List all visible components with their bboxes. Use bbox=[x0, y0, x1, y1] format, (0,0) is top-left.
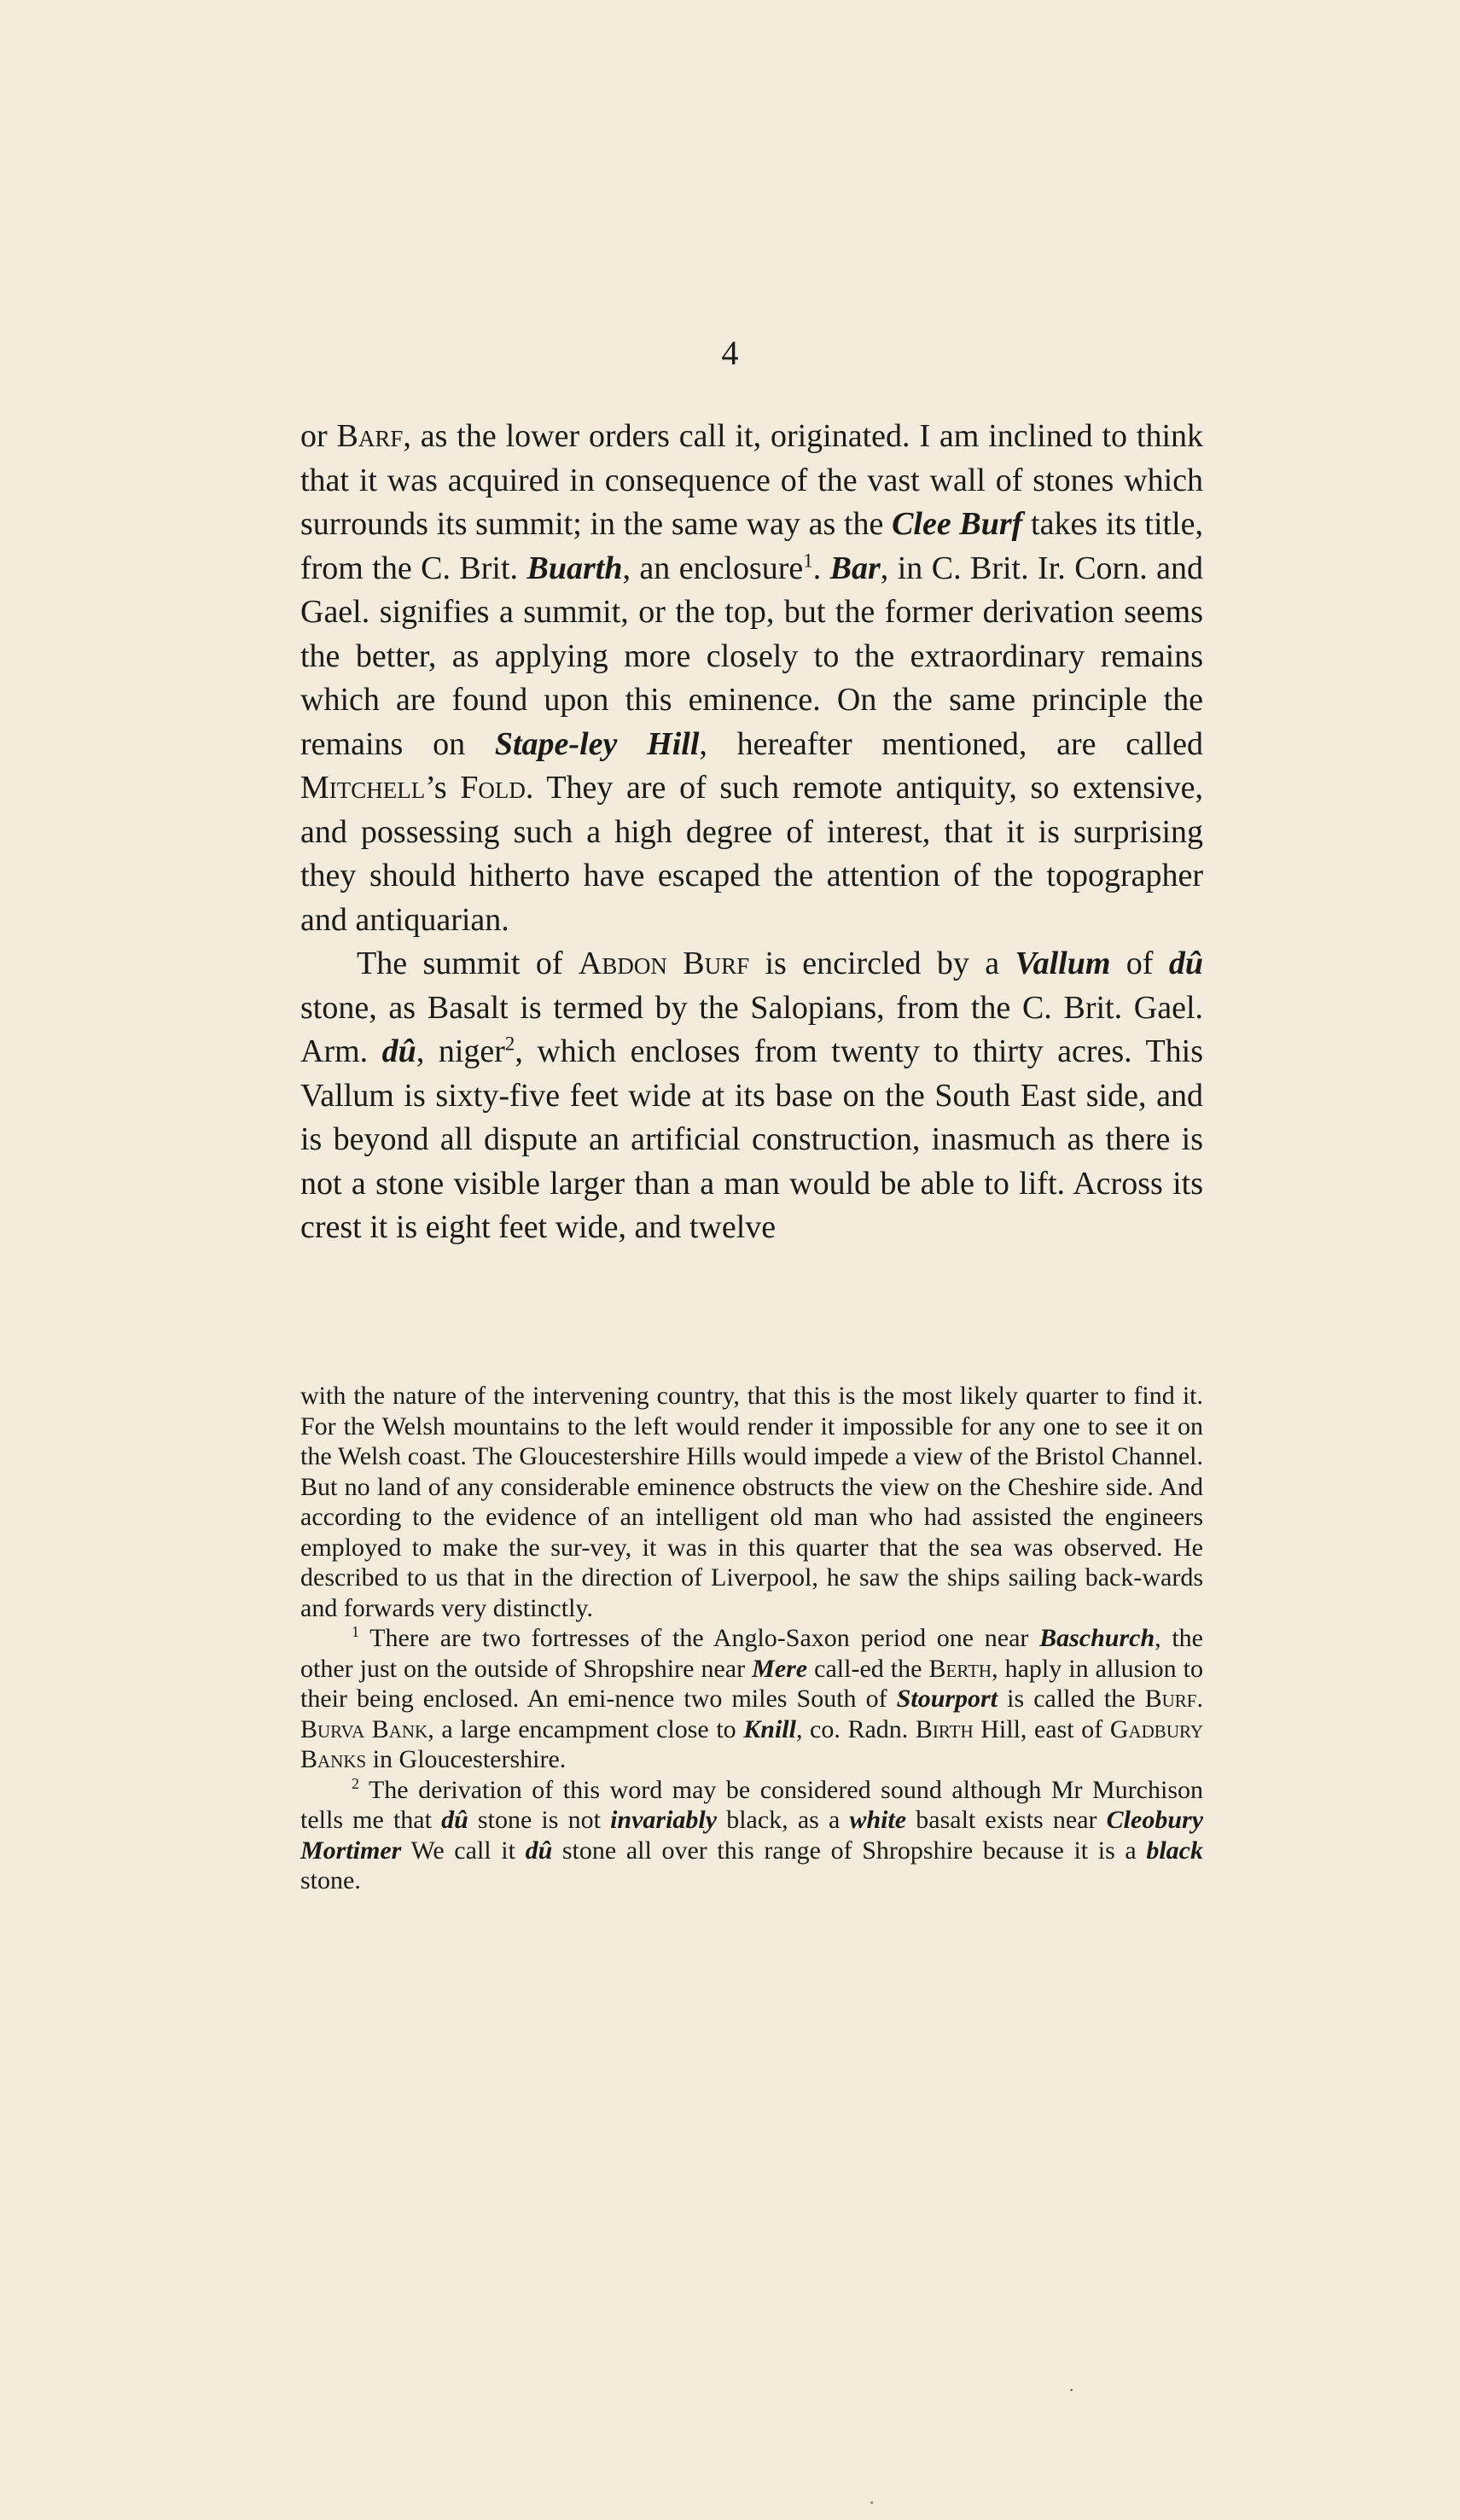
term-cleobury-mortimer: Cleobury Mortimer bbox=[300, 1806, 1204, 1865]
term-abdon-burf: Abdon Burf bbox=[578, 946, 750, 981]
term-bar: Bar bbox=[829, 550, 881, 586]
term-burf: Burf bbox=[1144, 1685, 1197, 1713]
text-run: The summit of bbox=[357, 946, 579, 981]
text-run: . They are of such remote antiquity, so extensive, and possessing such a high degree of interest, that it is surprising they should hitherto have escaped the attention of the topographer and antiquarian. bbox=[300, 770, 1203, 938]
term-berth: Berth bbox=[928, 1654, 992, 1683]
text-run: , an enclosure bbox=[622, 550, 804, 586]
term-stourport: Stourport bbox=[896, 1685, 998, 1713]
footnote-ref-1: 1 bbox=[803, 549, 813, 571]
term-clee-burf: Clee Burf bbox=[892, 506, 1023, 542]
term-barf: Barf bbox=[336, 418, 404, 454]
term-du: dû bbox=[525, 1836, 553, 1865]
term-baschurch: Baschurch bbox=[1039, 1624, 1155, 1652]
term-mitchell: Mitchell bbox=[300, 770, 426, 806]
text-run: We call it bbox=[401, 1836, 526, 1865]
text-run: takes its title, from the C. Brit. bbox=[300, 506, 1204, 586]
term-birth: Birth bbox=[915, 1714, 974, 1743]
text-run: , niger bbox=[416, 1033, 505, 1069]
footnote-ref-2: 2 bbox=[504, 1033, 515, 1055]
text-run: , haply in allusion to their being enclosed. An emi-nence two miles South of bbox=[300, 1654, 1203, 1713]
text-run: , as the lower orders call it, originated. I am inclined to think that it was acquired in consequence of the vast wall of stones which surrounds its summit; in the same way as the bbox=[300, 418, 1204, 542]
term-black: black bbox=[1146, 1836, 1203, 1865]
text-run: stone all over this range of Shropshire because it is a bbox=[552, 1836, 1147, 1865]
term-du: dû bbox=[381, 1033, 416, 1069]
term-du: dû bbox=[1168, 946, 1203, 981]
term-white: white bbox=[849, 1806, 907, 1834]
term-gadbury-banks: Gadbury Banks bbox=[300, 1714, 1203, 1773]
text-run: . bbox=[1196, 1685, 1203, 1713]
term-mere: Mere bbox=[752, 1654, 808, 1683]
page-number: 4 bbox=[721, 334, 739, 372]
footnote-marker-2: 2 bbox=[352, 1774, 359, 1792]
text-run: of bbox=[1110, 946, 1169, 981]
text-run: is encircled by a bbox=[749, 946, 1015, 981]
body-text bbox=[300, 415, 1203, 1250]
term-du: dû bbox=[441, 1806, 468, 1834]
text-run: stone. bbox=[300, 1866, 361, 1894]
text-run: in Gloucestershire. bbox=[366, 1745, 567, 1773]
paper-speck: · bbox=[869, 2492, 875, 2513]
text-run: is called the bbox=[998, 1685, 1145, 1713]
text-run: , co. Radn. bbox=[795, 1714, 916, 1743]
text-run: , in C. Brit. Ir. Corn. and Gael. signifies a summit, or the top, but the former derivation seems the better, as applying more closely to the extraordinary remains which are found upon this eminence. On the same principle the remains on bbox=[300, 550, 1203, 762]
term-fold: Fold bbox=[460, 770, 526, 806]
text-run: There are two fortresses of the Anglo-Saxon period one near bbox=[359, 1624, 1040, 1652]
footnote-1 bbox=[300, 1623, 1203, 1775]
text-run: ’s bbox=[425, 770, 461, 806]
term-vallum: Vallum bbox=[1015, 946, 1111, 981]
term-knill: Knill bbox=[743, 1714, 796, 1743]
text-run: , the other just on the outside of Shropshire near bbox=[300, 1624, 1203, 1683]
text-run: Hill, east of bbox=[973, 1714, 1110, 1743]
footnotes bbox=[300, 1381, 1203, 1896]
text-run: basalt exists near bbox=[906, 1806, 1107, 1834]
text-run: The derivation of this word may be considered sound although Mr Murchison tells me that bbox=[300, 1775, 1203, 1834]
text-run: or bbox=[300, 418, 337, 454]
footnote-continuation: with the nature of the intervening country, that this is the most likely quarter to find it. For the Welsh mountains to the left would render it impossible for any one to see it on the Welsh coast. The Gloucestershire Hills would impede a view of the Bristol Channel. But no land of any considerable eminence obstructs the view on the Cheshire side. And according to the evidence of an intelligent old man who had assisted the engineers employed to make the sur-vey, it was in this quarter that the sea was observed. He described to us that in the direction of Liverpool, he saw the ships sailing back-wards and forwards very distinctly. bbox=[300, 1382, 1203, 1622]
text-run: , hereafter mentioned, are called bbox=[699, 725, 1203, 762]
text-run: , which encloses from twenty to thirty acres. This Vallum is sixty-five feet wide at its base on the South East side, and is beyond all dispute an artificial construction, inasmuch as there is not a stone visible larger than a man would be able to lift. Across its crest it is eight feet wide, and twelve bbox=[300, 1033, 1204, 1245]
term-burva-bank: Burva Bank bbox=[300, 1714, 428, 1743]
footnote-marker-1: 1 bbox=[352, 1623, 359, 1640]
text-run: stone, as Basalt is termed by the Salopians, from the C. Brit. Gael. Arm. bbox=[300, 989, 1203, 1069]
footnote-2 bbox=[300, 1775, 1203, 1896]
text-run: . bbox=[812, 550, 830, 586]
term-stapeley-hill: Stape-ley Hill bbox=[494, 725, 700, 762]
paragraph-1 bbox=[300, 415, 1203, 942]
paper-speck: · bbox=[1068, 2379, 1075, 2401]
text-run: call-ed the bbox=[807, 1654, 929, 1683]
term-invariably: invariably bbox=[610, 1806, 718, 1834]
text-run: stone is not bbox=[468, 1806, 611, 1834]
text-run: black, as a bbox=[717, 1806, 850, 1834]
term-buarth: Buarth bbox=[526, 550, 623, 586]
paragraph-2 bbox=[300, 942, 1203, 1250]
text-run: , a large encampment close to bbox=[428, 1714, 744, 1743]
